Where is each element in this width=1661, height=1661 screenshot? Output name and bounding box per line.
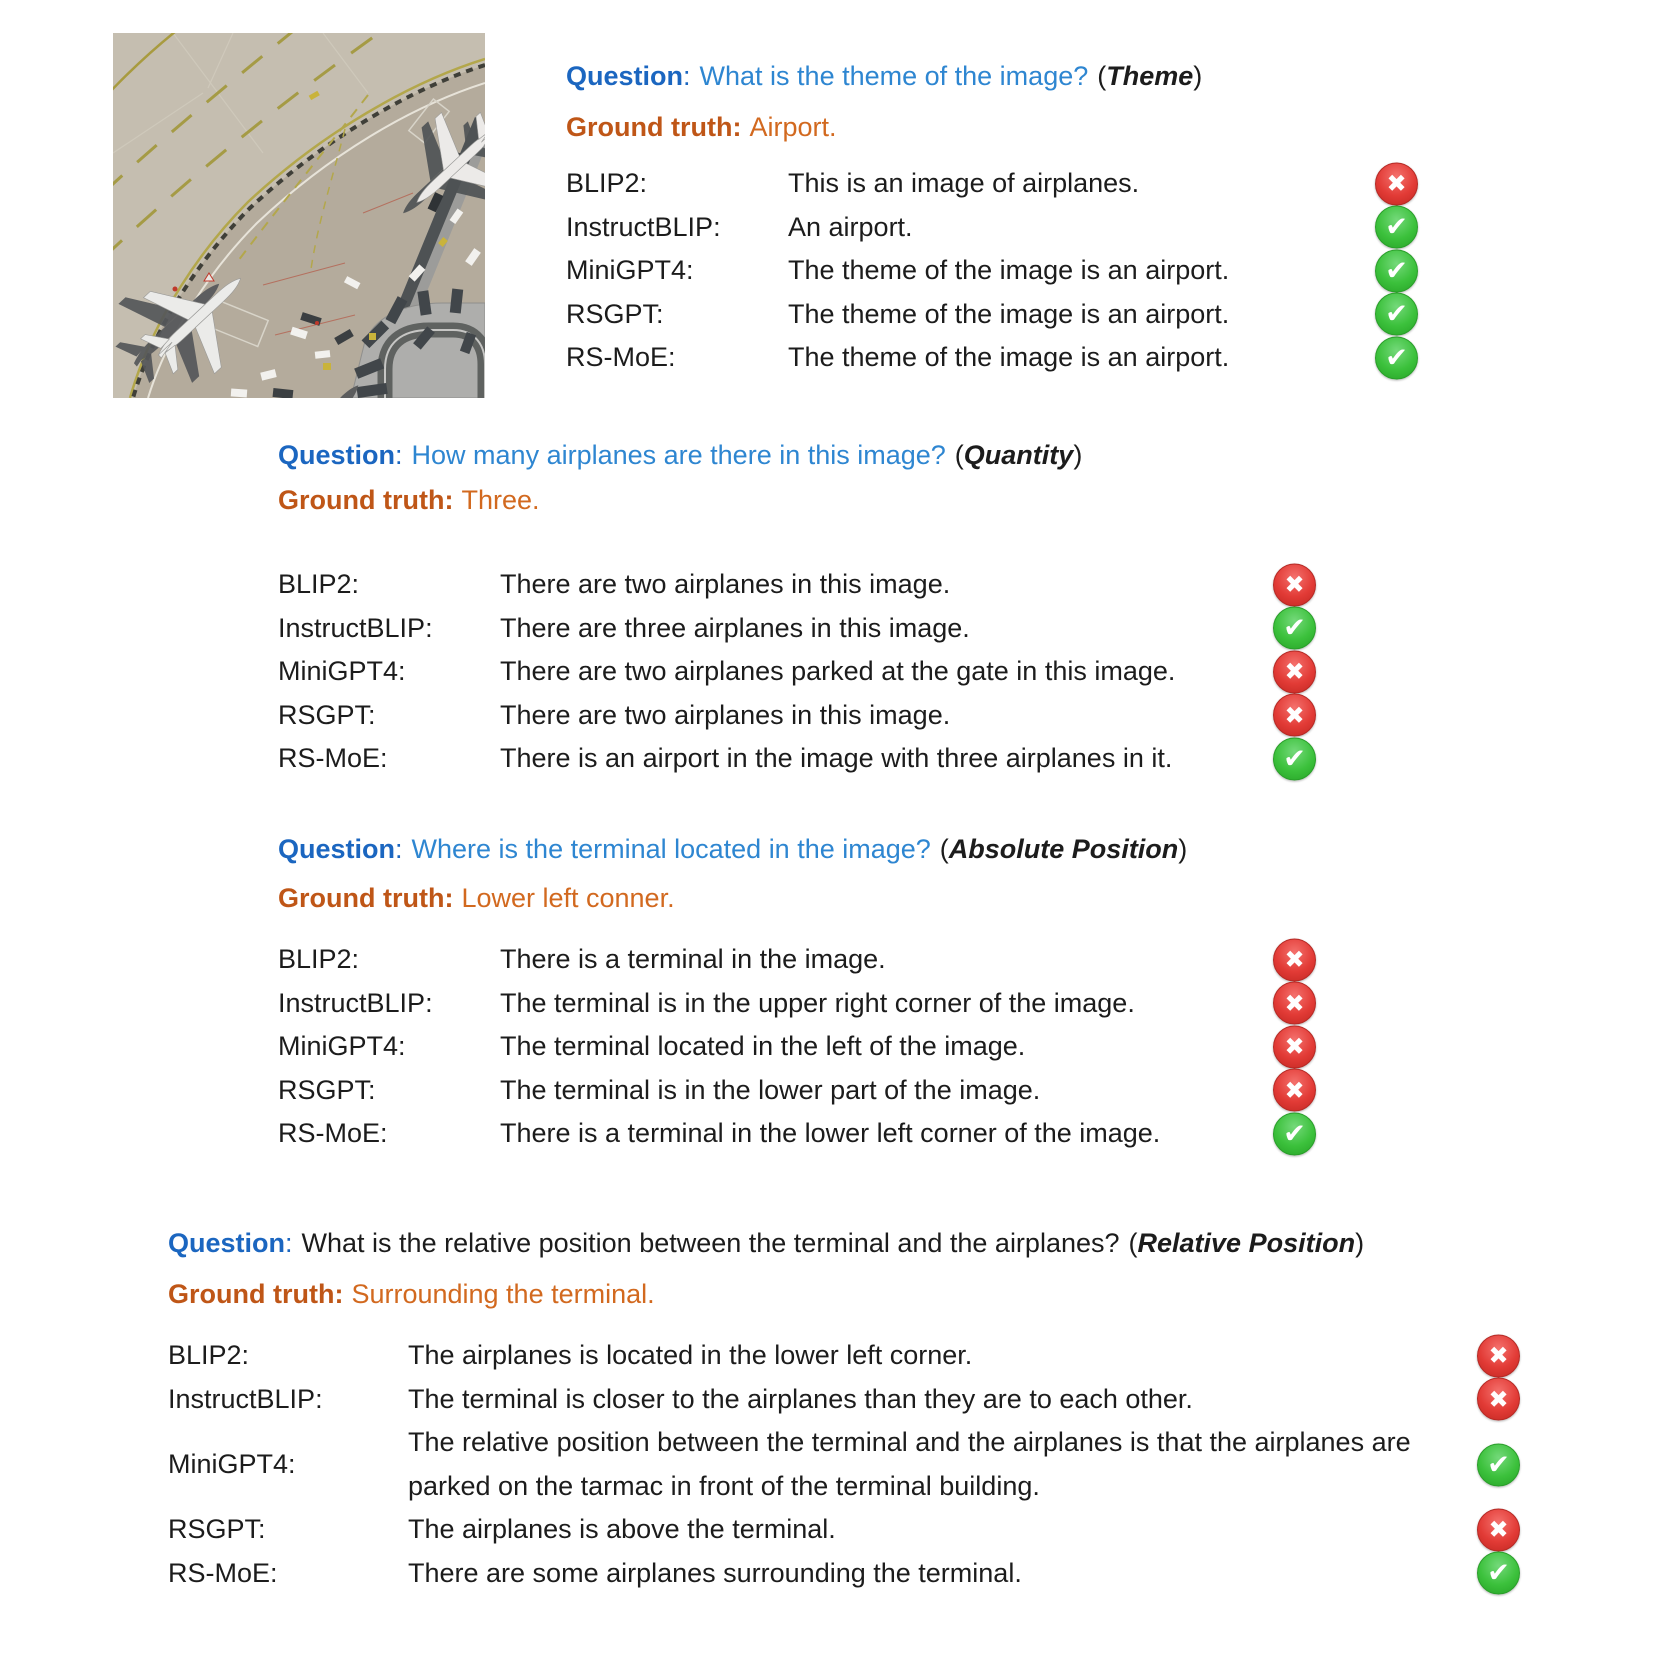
ground-truth-value: Three. [461, 485, 540, 515]
answer-text: The terminal is in the upper right corner of the image. [500, 987, 1135, 1018]
question-text: How many airplanes are there in this image? [411, 440, 946, 470]
answer-row [278, 1025, 1316, 1069]
cross-icon: ✖ [1273, 982, 1316, 1025]
cross-icon: ✖ [1273, 563, 1316, 606]
answer-text: There is a terminal in the image. [500, 944, 886, 974]
check-icon: ✔ [1375, 249, 1418, 292]
ground-truth-line [566, 106, 1418, 149]
answer-text: The theme of the image is an airport. [788, 342, 1230, 372]
ground-truth-line [168, 1273, 1520, 1316]
ground-truth-label: Ground truth: [278, 485, 454, 515]
answer-row [168, 1508, 1520, 1552]
question-label: Question [278, 834, 396, 864]
question-text: Where is the terminal located in the image? [411, 834, 931, 864]
answer-text: There is a terminal in the lower left corner of the image. [500, 1118, 1161, 1148]
answer-row [278, 737, 1316, 781]
answer-text: There are some airplanes surrounding the terminal. [408, 1557, 1022, 1588]
check-icon: ✔ [1273, 607, 1316, 650]
answer-row [566, 162, 1418, 206]
aerial-airport-image [113, 33, 485, 398]
question-line: Question: What is the relative position between the terminal and the airplanes? (Relative Position) [168, 1228, 1365, 1258]
answer-text: There are two airplanes in this image. [500, 699, 951, 730]
question-label: Question [168, 1228, 286, 1258]
cross-icon: ✖ [1273, 694, 1316, 737]
answers-list [566, 162, 1418, 380]
question-text: What is the theme of the image? [699, 61, 1089, 91]
model-label: RSGPT: [278, 1074, 376, 1105]
answer-text: The theme of the image is an airport. [788, 298, 1230, 329]
qa-block-relative-position [168, 1222, 1520, 1595]
answer-text: The theme of the image is an airport. [788, 255, 1230, 285]
category-label: Relative Position [1137, 1228, 1356, 1258]
answer-row [566, 293, 1418, 337]
model-label: InstructBLIP: [566, 211, 721, 242]
answers-list [278, 563, 1316, 781]
answer-text: The terminal located in the left of the image. [500, 1031, 1026, 1061]
ground-truth-label: Ground truth: [566, 112, 742, 142]
colon: : [395, 440, 403, 470]
colon: : [395, 834, 403, 864]
model-label: BLIP2: [168, 1340, 250, 1370]
category-label: Theme [1106, 61, 1194, 91]
cross-icon: ✖ [1273, 1025, 1316, 1068]
cross-icon: ✖ [1273, 1069, 1316, 1112]
answer-row [278, 982, 1316, 1026]
answer-row [566, 206, 1418, 250]
cross-icon: ✖ [1375, 162, 1418, 205]
answer-row [278, 563, 1316, 607]
answer-text: There are three airplanes in this image. [500, 612, 970, 643]
answer-row [278, 1069, 1316, 1113]
category-label: Quantity [963, 440, 1074, 470]
question-label: Question [566, 61, 684, 91]
answer-text: There is an airport in the image with three airplanes in it. [500, 743, 1173, 773]
answer-row [168, 1552, 1520, 1596]
model-label: MiniGPT4: [566, 255, 694, 285]
ground-truth-value: Lower left conner. [461, 883, 675, 913]
cross-icon: ✖ [1477, 1334, 1520, 1377]
colon: : [683, 61, 691, 91]
answer-row [168, 1421, 1520, 1508]
answer-row [278, 938, 1316, 982]
model-label: RSGPT: [566, 298, 664, 329]
answers-list [168, 1334, 1520, 1595]
answer-text: The terminal is in the lower part of the image. [500, 1074, 1041, 1105]
cross-icon: ✖ [1273, 938, 1316, 981]
ground-truth-line [278, 479, 1316, 522]
answer-text: The airplanes is above the terminal. [408, 1514, 836, 1544]
qa-block-quantity [278, 434, 1316, 781]
check-icon: ✔ [1375, 206, 1418, 249]
model-label: InstructBLIP: [278, 987, 433, 1018]
model-label: BLIP2: [278, 569, 360, 599]
check-icon: ✔ [1477, 1443, 1520, 1486]
answers-list [278, 938, 1316, 1156]
ground-truth-line [278, 877, 1316, 920]
answer-text: The relative position between the terminal and the airplanes is that the airplanes are parked on the tarmac in front of the terminal building. [408, 1427, 1411, 1501]
cross-icon: ✖ [1477, 1508, 1520, 1551]
answer-text: An airport. [788, 211, 913, 242]
qa-block-theme [566, 55, 1418, 380]
check-icon: ✔ [1375, 336, 1418, 379]
answer-row [168, 1334, 1520, 1378]
model-label: RS-MoE: [566, 342, 676, 372]
answer-text: There are two airplanes parked at the gate in this image. [500, 656, 1176, 686]
check-icon: ✔ [1477, 1552, 1520, 1595]
cross-icon: ✖ [1477, 1378, 1520, 1421]
category-label: Absolute Position [948, 834, 1179, 864]
model-label: BLIP2: [566, 168, 648, 198]
model-label: RS-MoE: [168, 1557, 278, 1588]
model-label: InstructBLIP: [278, 612, 433, 643]
model-label: MiniGPT4: [278, 1031, 406, 1061]
ground-truth-label: Ground truth: [278, 883, 454, 913]
model-label: RSGPT: [278, 699, 376, 730]
answer-row [278, 1112, 1316, 1156]
answer-row [278, 650, 1316, 694]
ground-truth-value: Surrounding the terminal. [351, 1279, 655, 1309]
check-icon: ✔ [1375, 293, 1418, 336]
answer-row [278, 694, 1316, 738]
answer-row [566, 336, 1418, 380]
question-label: Question [278, 440, 396, 470]
answer-text: This is an image of airplanes. [788, 168, 1140, 198]
model-label: RS-MoE: [278, 743, 388, 773]
question-line: Question: How many airplanes are there in this image? (Quantity) [278, 440, 1083, 470]
check-icon: ✔ [1273, 737, 1316, 780]
question-text: What is the relative position between the terminal and the airplanes? [301, 1228, 1120, 1258]
ground-truth-value: Airport. [749, 112, 837, 142]
check-icon: ✔ [1273, 1112, 1316, 1155]
answer-row [278, 607, 1316, 651]
colon: : [285, 1228, 293, 1258]
answer-row [566, 249, 1418, 293]
model-label: MiniGPT4: [278, 656, 406, 686]
model-label: MiniGPT4: [168, 1448, 296, 1479]
model-label: RS-MoE: [278, 1118, 388, 1148]
answer-row [168, 1378, 1520, 1422]
question-line: Question: What is the theme of the image? (Theme) [566, 61, 1203, 91]
model-label: RSGPT: [168, 1514, 266, 1544]
model-label: BLIP2: [278, 944, 360, 974]
cross-icon: ✖ [1273, 650, 1316, 693]
answer-text: The airplanes is located in the lower left corner. [408, 1340, 973, 1370]
ground-truth-label: Ground truth: [168, 1279, 344, 1309]
answer-text: The terminal is closer to the airplanes than they are to each other. [408, 1383, 1193, 1414]
qa-block-absolute-position [278, 828, 1316, 1156]
question-line: Question: Where is the terminal located in the image? (Absolute Position) [278, 834, 1188, 864]
answer-text: There are two airplanes in this image. [500, 569, 951, 599]
model-label: InstructBLIP: [168, 1383, 323, 1414]
